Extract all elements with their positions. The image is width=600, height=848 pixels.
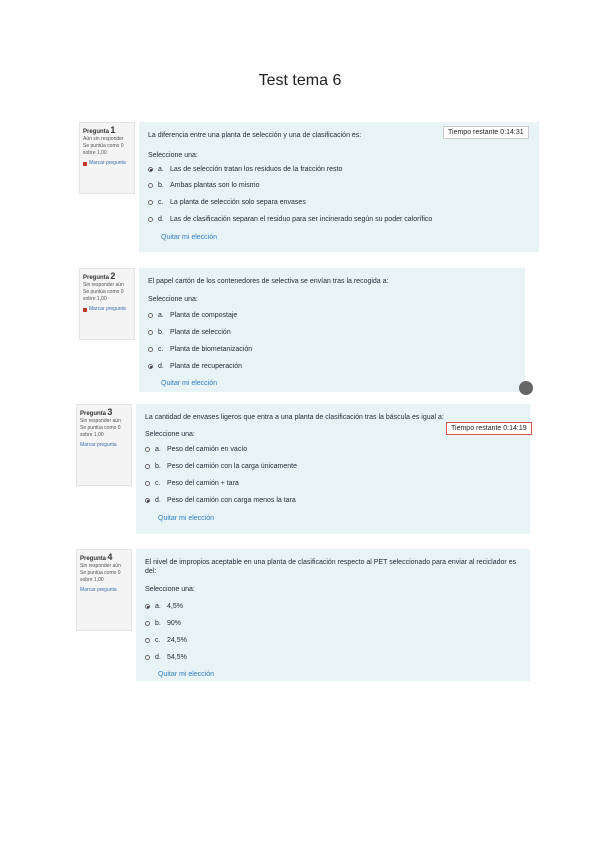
question-card — [139, 268, 525, 392]
answer-option[interactable]: c. Planta de biometanización — [148, 346, 252, 353]
question-label: Pregunta — [83, 275, 110, 281]
question-text: La diferencia entre una planta de selección y una de clasificación es: — [148, 132, 362, 139]
question-info-panel — [79, 122, 135, 194]
select-prompt: Seleccione una: — [145, 586, 195, 593]
radio-button[interactable] — [148, 330, 153, 335]
question-score: Se puntúa como 0 sobre 1,00 — [83, 289, 124, 302]
radio-button[interactable] — [145, 621, 150, 626]
radio-button[interactable] — [145, 481, 150, 486]
question-info-panel — [76, 549, 132, 631]
answer-option[interactable]: a. Peso del camión en vacío — [145, 446, 247, 453]
radio-button[interactable] — [145, 464, 150, 469]
select-prompt: Seleccione una: — [148, 296, 198, 303]
answer-option[interactable]: d. Peso del camión con carga menos la tara — [145, 497, 296, 504]
answer-option[interactable]: a. 4,5% — [145, 603, 183, 610]
question-status: Sin responder aún — [83, 282, 124, 288]
question-text: El papel cartón de los contenedores de selectiva se envían tras la recogida a: — [148, 278, 389, 285]
time-remaining: Tiempo restante 0:14:31 — [443, 126, 529, 139]
clear-choice-link[interactable]: Quitar mi elección — [161, 234, 218, 241]
answer-option[interactable]: a. Planta de compostaje — [148, 312, 237, 319]
question-text: El nivel de impropios aceptable en una planta de clasificación respecto al PET seleccionado para enviar al reciclador es del: — [145, 559, 517, 575]
question-status: Aún sin responder — [83, 136, 124, 142]
question-label: Pregunta — [83, 129, 110, 135]
answer-option[interactable]: c. 24,5% — [145, 637, 187, 644]
document-title: Test tema 6 — [258, 72, 342, 89]
flag-icon — [83, 162, 87, 166]
radio-button[interactable] — [148, 183, 153, 188]
flag-icon — [83, 308, 87, 312]
answer-option[interactable]: b. Planta de selección — [148, 329, 231, 336]
flag-question-link[interactable]: Marcar pregunta — [83, 306, 131, 313]
radio-button[interactable] — [145, 604, 150, 609]
question-status: Sin responder aún — [80, 563, 121, 569]
question-number: 4 — [107, 552, 113, 562]
answer-option[interactable]: c. La planta de selección solo separa envases — [148, 199, 306, 206]
flag-question-link[interactable]: Marcar pregunta — [80, 587, 117, 593]
radio-button[interactable] — [145, 498, 150, 503]
radio-button[interactable] — [148, 217, 153, 222]
clear-choice-link[interactable]: Quitar mi elección — [158, 671, 215, 678]
scroll-handle[interactable] — [519, 381, 533, 395]
question-status: Sin responder aún — [80, 418, 121, 424]
radio-button[interactable] — [148, 364, 153, 369]
radio-button[interactable] — [145, 447, 150, 452]
question-score: Se puntúa como 0 sobre 1,00 — [80, 425, 121, 438]
radio-button[interactable] — [148, 167, 153, 172]
select-prompt: Seleccione una: — [148, 152, 198, 159]
radio-button[interactable] — [148, 200, 153, 205]
question-label: Pregunta — [80, 411, 107, 417]
answer-option[interactable]: b. Ambas plantas son lo mismo — [148, 182, 259, 189]
answer-option[interactable]: b. 90% — [145, 620, 181, 627]
flag-question-link[interactable]: Marcar pregunta — [83, 160, 131, 167]
flag-question-link[interactable]: Marcar pregunta — [80, 442, 117, 448]
clear-choice-link[interactable]: Quitar mi elección — [158, 515, 215, 522]
radio-button[interactable] — [148, 347, 153, 352]
answer-option[interactable]: d. Las de clasificación separan el residuo para ser incinerado según su poder calorífico — [148, 216, 432, 223]
question-info-panel — [79, 268, 135, 340]
radio-button[interactable] — [145, 638, 150, 643]
question-number: 3 — [107, 407, 113, 417]
answer-option[interactable]: b. Peso del camión con la carga únicamente — [145, 463, 297, 470]
select-prompt: Seleccione una: — [145, 431, 195, 438]
radio-button[interactable] — [148, 313, 153, 318]
clear-choice-link[interactable]: Quitar mi elección — [161, 380, 218, 387]
question-card — [139, 122, 539, 252]
question-info-panel — [76, 404, 132, 486]
time-remaining: Tiempo restante 0:14:19 — [446, 422, 532, 435]
answer-option[interactable]: c. Peso del camión + tara — [145, 480, 239, 487]
question-score: Se puntúa como 0 sobre 1,00 — [80, 570, 121, 583]
question-score: Se puntúa como 0 sobre 1,00 — [83, 143, 124, 156]
answer-option[interactable]: a. Las de selección tratan los residuos de la fracción resto — [148, 166, 342, 173]
question-number: 2 — [110, 271, 116, 281]
question-number: 1 — [110, 125, 116, 135]
radio-button[interactable] — [145, 655, 150, 660]
question-label: Pregunta — [80, 556, 107, 562]
answer-option[interactable]: d. 54,5% — [145, 654, 187, 661]
question-text: La cantidad de envases ligeros que entra a una planta de clasificación tras la báscula es igual a: — [145, 414, 444, 421]
answer-option[interactable]: d. Planta de recuperación — [148, 363, 242, 370]
question-card — [136, 549, 530, 681]
